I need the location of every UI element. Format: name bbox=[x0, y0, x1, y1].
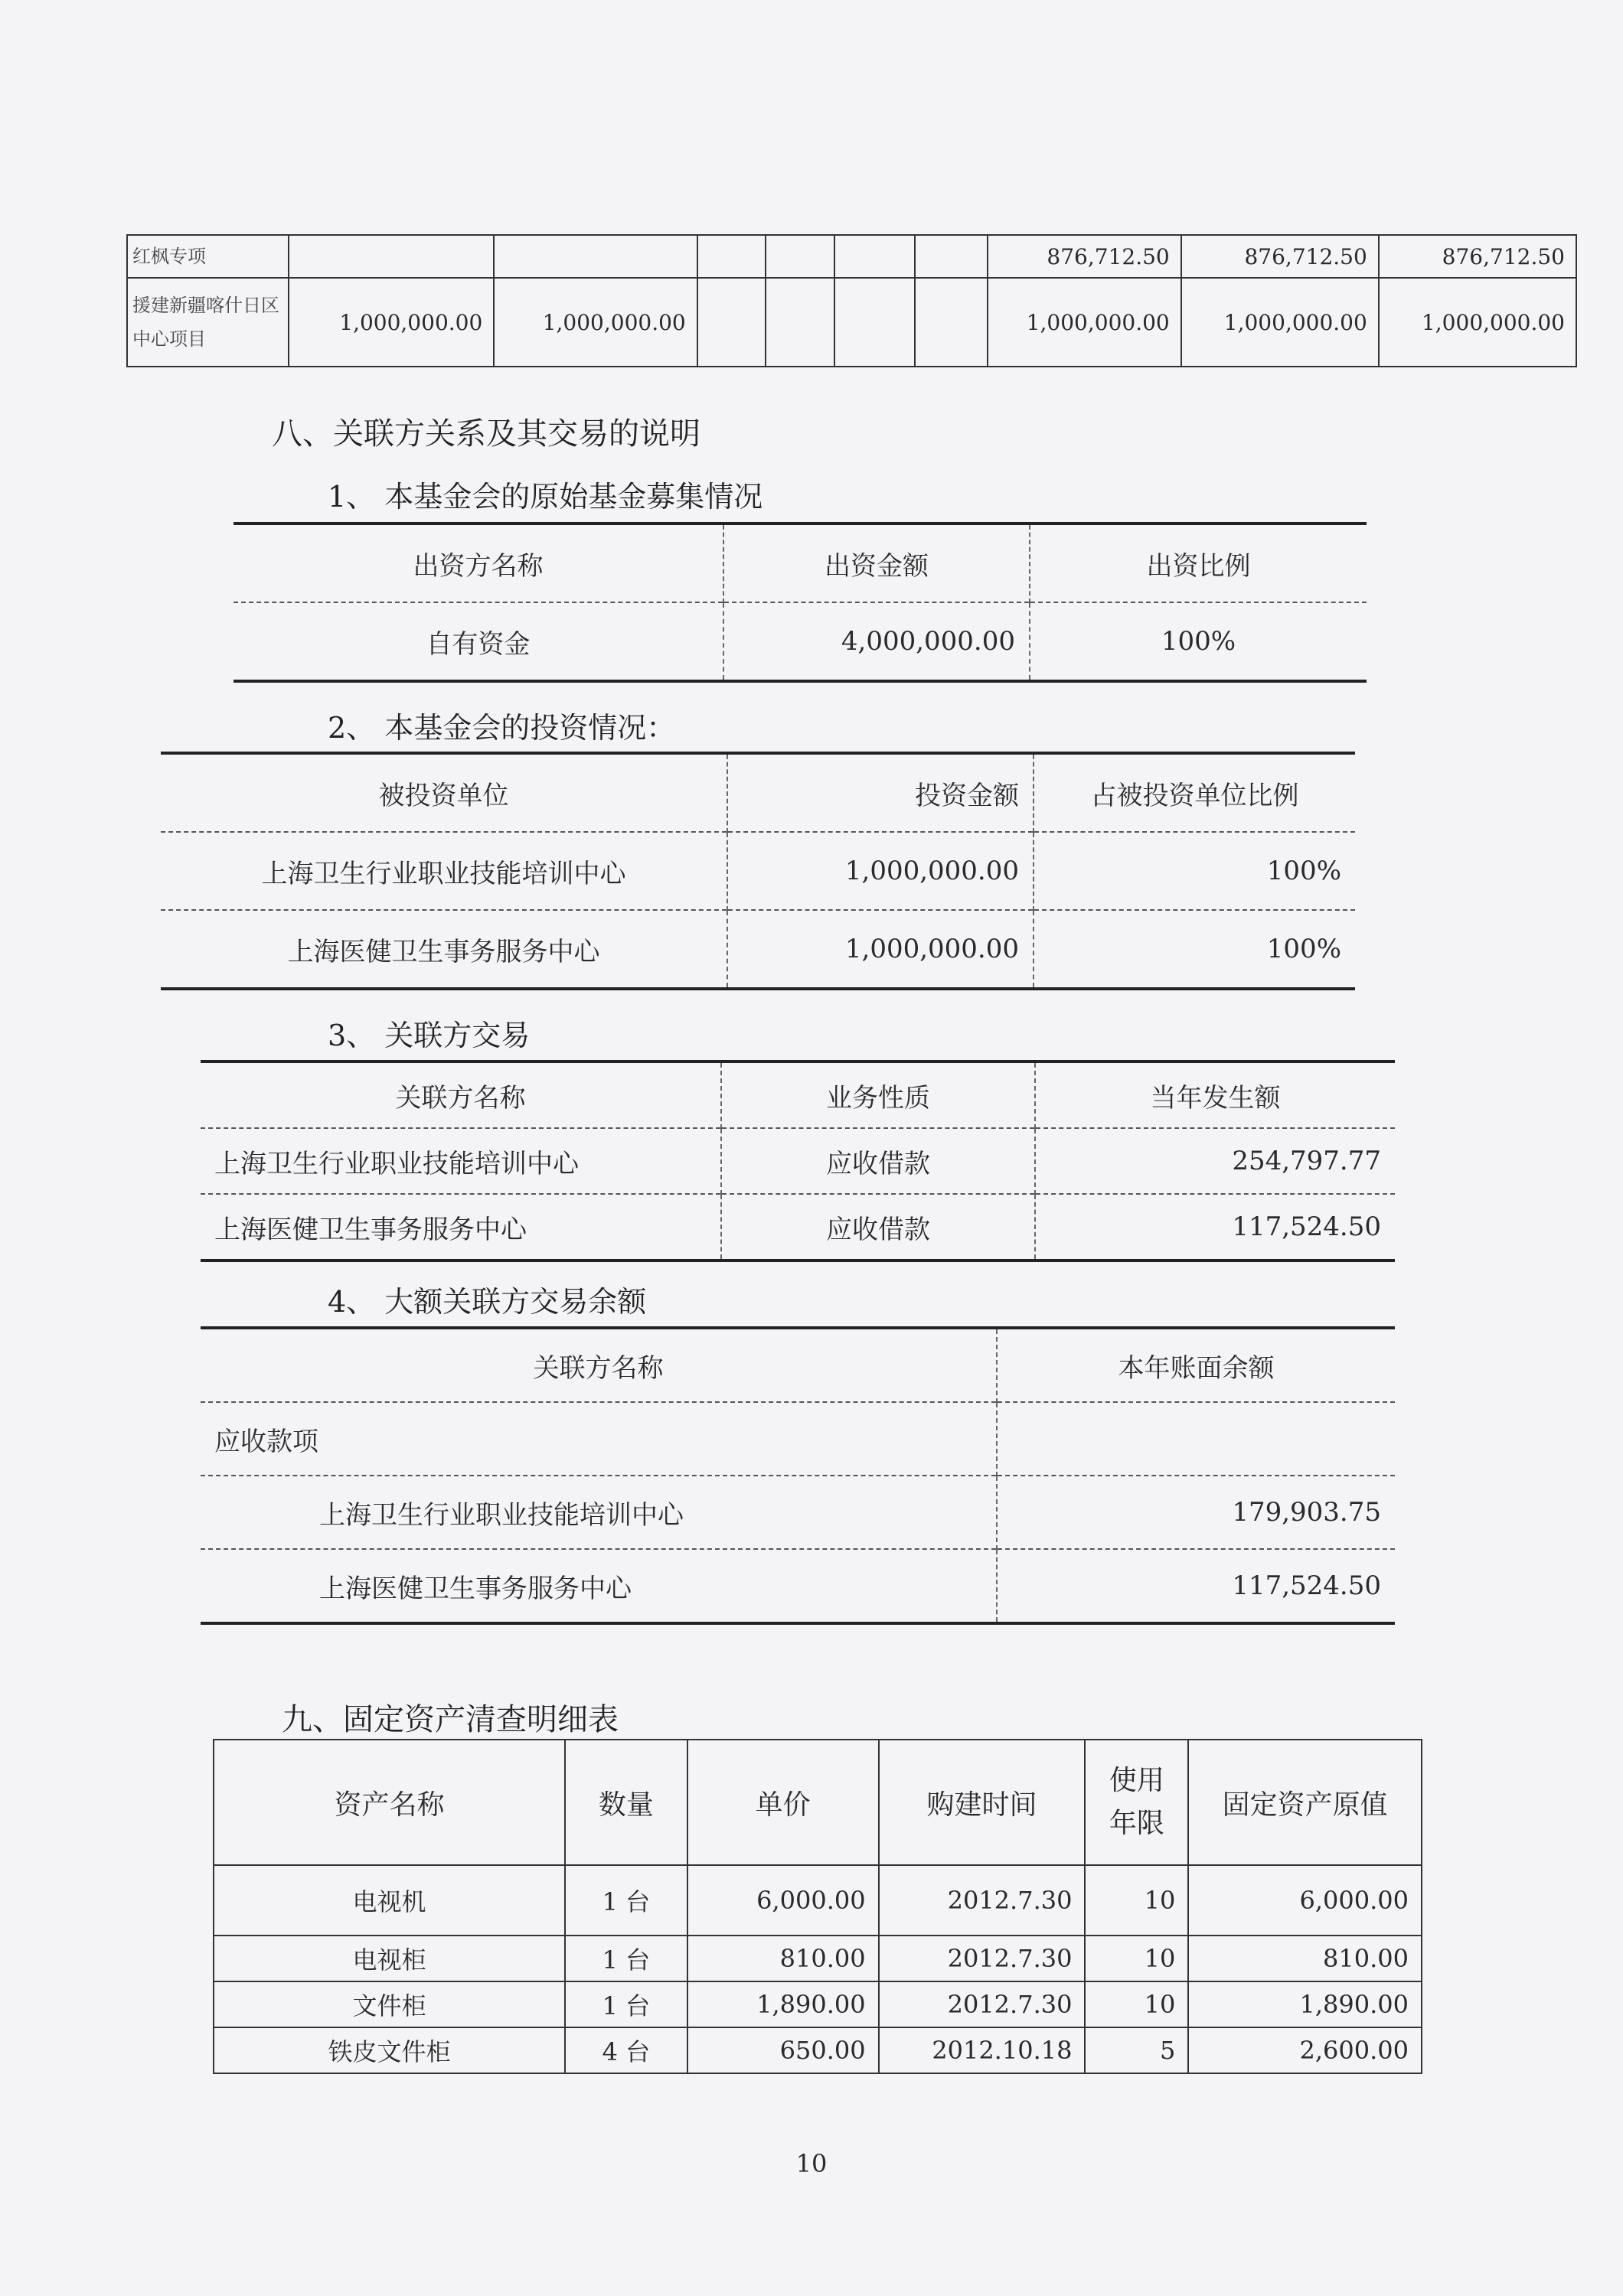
table-row: 援建新疆喀什日区中心项目 1,000,000.00 1,000,000.00 1,000,000.00 1,000,000.00 1,000,000.00 bbox=[127, 278, 1576, 367]
row-label: 红枫专项 bbox=[127, 235, 289, 278]
table-row: 应收款项 bbox=[201, 1402, 1395, 1476]
table-row: 红枫专项 876,712.50 876,712.50 876,712.50 bbox=[127, 235, 1576, 278]
table-header: 被投资单位 投资金额 占被投资单位比例 bbox=[161, 753, 1355, 832]
table-row: 上海医健卫生事务服务中心 应收借款 117,524.50 bbox=[201, 1194, 1395, 1261]
table-header: 资产名称 数量 单价 购建时间 使用 年限 固定资产原值 bbox=[214, 1740, 1422, 1865]
table-row: 上海医健卫生事务服务中心 1,000,000.00 100% bbox=[161, 910, 1355, 989]
table-row: 上海医健卫生事务服务中心 117,524.50 bbox=[201, 1549, 1395, 1623]
table-header: 关联方名称 本年账面余额 bbox=[201, 1328, 1395, 1402]
table-row: 上海卫生行业职业技能培训中心 应收借款 254,797.77 bbox=[201, 1128, 1395, 1194]
table-header: 关联方名称 业务性质 当年发生额 bbox=[201, 1062, 1395, 1128]
table-row: 上海卫生行业职业技能培训中心 179,903.75 bbox=[201, 1476, 1395, 1549]
subsection-3-title: 3、 关联方交易 bbox=[328, 1019, 531, 1052]
section-9-title: 九、固定资产清查明细表 bbox=[282, 1702, 619, 1737]
section-8-title: 八、关联方关系及其交易的说明 bbox=[272, 416, 700, 452]
related-party-balance-table bbox=[201, 1326, 1395, 1625]
related-party-transactions-table bbox=[201, 1060, 1395, 1262]
table-row: 上海卫生行业职业技能培训中心 1,000,000.00 100% bbox=[161, 832, 1355, 910]
table-row: 电视机 1 台 6,000.00 2012.7.30 10 6,000.00 bbox=[214, 1865, 1422, 1936]
row-label: 援建新疆喀什日区中心项目 bbox=[127, 278, 289, 367]
top-continuation-table bbox=[126, 234, 1577, 367]
page-number: 10 bbox=[795, 2149, 828, 2178]
table-row: 文件柜 1 台 1,890.00 2012.7.30 10 1,890.00 bbox=[214, 1981, 1422, 2027]
fixed-assets-table bbox=[213, 1739, 1422, 2074]
table-row: 铁皮文件柜 4 台 650.00 2012.10.18 5 2,600.00 bbox=[214, 2027, 1422, 2073]
subsection-1-title: 1、 本基金会的原始基金募集情况 bbox=[328, 480, 763, 514]
table-header: 出资方名称 出资金额 出资比例 bbox=[233, 523, 1367, 602]
table-row: 自有资金 4,000,000.00 100% bbox=[233, 602, 1367, 681]
subsection-4-title: 4、 大额关联方交易余额 bbox=[328, 1285, 647, 1319]
fund-raising-table bbox=[233, 522, 1367, 683]
table-row: 电视柜 1 台 810.00 2012.7.30 10 810.00 bbox=[214, 1936, 1422, 1981]
investment-table bbox=[161, 752, 1355, 990]
subsection-2-title: 2、 本基金会的投资情况： bbox=[328, 711, 676, 745]
